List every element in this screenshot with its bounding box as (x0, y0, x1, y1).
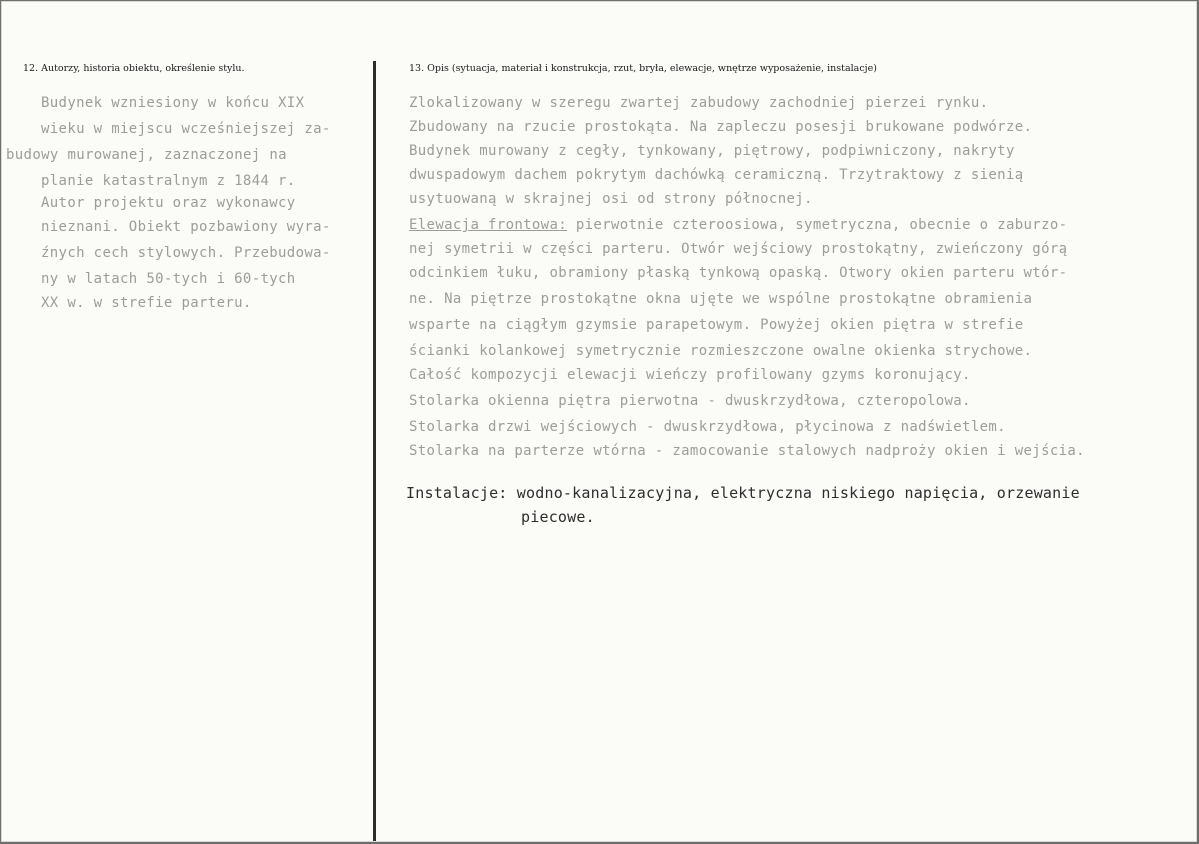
column-divider (373, 61, 376, 841)
text-line (409, 217, 1067, 233)
text-line: ne. Na piętrze prostokątne okna ujęte we wspólne prostokątne obramienia (409, 291, 1033, 307)
installations-line: Instalacje: wodno-kanalizacyjna, elektryczna niskiego napięcia, orzewanie (406, 484, 1080, 502)
text-line: Budynek murowany z cegły, tynkowany, piętrowy, podpiwniczony, nakryty (409, 143, 1015, 159)
text-line: Stolarka na parterze wtórna - zamocowanie stalowych nadproży okien i wejścia. (409, 443, 1085, 459)
text-line: wieku w miejscu wcześniejszej za- (41, 121, 331, 137)
installations-line: piecowe. (521, 508, 595, 526)
text-line: Stolarka okienna piętra pierwotna - dwuskrzydłowa, czteropolowa. (409, 393, 971, 409)
text-line: planie katastralnym z 1844 r. (41, 173, 296, 189)
text-line: Stolarka drzwi wejściowych - dwuskrzydłowa, płycinowa z nadświetlem. (409, 419, 1006, 435)
text-line: ścianki kolankowej symetrycznie rozmieszczone owalne okienka strychowe. (409, 343, 1033, 359)
text-line: źnych cech stylowych. Przebudowa- (41, 245, 331, 261)
text-line: ny w latach 50-tych i 60-tych (41, 271, 296, 287)
text-line: Całość kompozycji elewacji wieńczy profilowany gzyms koronujący. (409, 367, 971, 383)
elevation-label: Elewacja frontowa: (409, 217, 568, 233)
text-line: budowy murowanej, zaznaczonej na (6, 147, 287, 163)
text-line: Autor projektu oraz wykonawcy (41, 195, 296, 211)
text-line: nieznani. Obiekt pozbawiony wyra- (41, 219, 331, 235)
text-line: nej symetrii w części parteru. Otwór wejściowy prostokątny, zwieńczony górą (409, 241, 1068, 257)
text-line: wsparte na ciągłym gzymsie parapetowym. Powyżej okien piętra w strefie (409, 317, 1024, 333)
text-line: XX w. w strefie parteru. (41, 295, 252, 311)
inventory-card (1, 1, 1197, 842)
elevation-text: pierwotnie czteroosiowa, symetryczna, obecnie o zaburzo- (575, 217, 1068, 233)
section-12-header: 12. Autorzy, historia obiektu, określenie stylu. (23, 63, 245, 74)
text-line: dwuspadowym dachem pokrytym dachówką ceramiczną. Trzytraktowy z sienią (409, 167, 1024, 183)
text-line: Zbudowany na rzucie prostokąta. Na zapleczu posesji brukowane podwórze. (409, 119, 1033, 135)
text-line: Zlokalizowany w szeregu zwartej zabudowy zachodniej pierzei rynku. (409, 95, 989, 111)
text-line: usytuowaną w skrajnej osi od strony północnej. (409, 191, 813, 207)
text-line: Budynek wzniesiony w końcu XIX (41, 95, 305, 111)
section-13-header: 13. Opis (sytuacja, materiał i konstrukcja, rzut, bryła, elewacje, wnętrze wyposażenie, instalacje) (409, 63, 877, 74)
text-line: odcinkiem łuku, obramiony płaską tynkową opaską. Otwory okien parteru wtór- (409, 265, 1068, 281)
